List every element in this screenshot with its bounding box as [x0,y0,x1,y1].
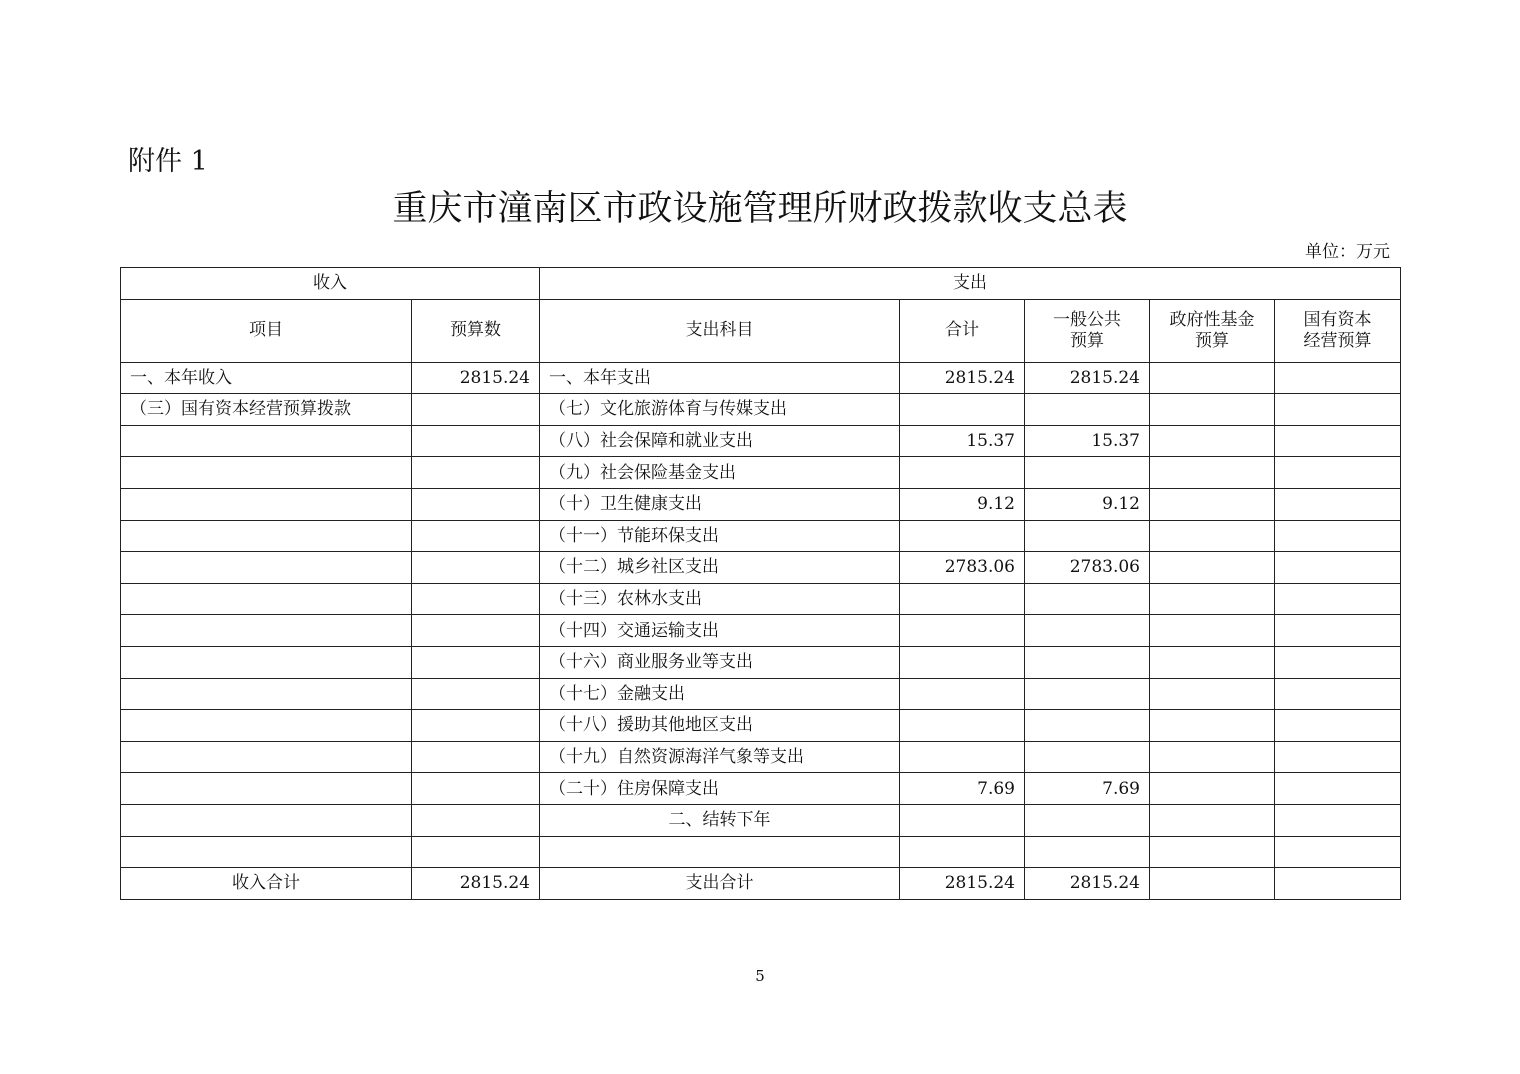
total-cell-expenditure-subject: 支出合计 [540,868,900,900]
table-row [121,394,1401,426]
cell-total [900,836,1025,868]
col-header-expenditure-subject: 支出科目 [540,299,900,362]
cell-income-budget [412,552,540,584]
cell-total [900,710,1025,742]
total-cell-general-public: 2815.24 [1025,868,1150,900]
cell-government-fund [1150,804,1275,836]
cell-expenditure-subject: （十三）农林水支出 [540,583,900,615]
cell-income-item [121,520,412,552]
cell-expenditure-subject: 二、结转下年 [540,804,900,836]
cell-expenditure-subject: （十八）援助其他地区支出 [540,710,900,742]
total-cell-state-capital [1275,868,1401,900]
cell-government-fund [1150,646,1275,678]
cell-income-item [121,741,412,773]
cell-income-item [121,710,412,742]
cell-income-item [121,488,412,520]
cell-expenditure-subject: 一、本年支出 [540,362,900,394]
cell-general-public [1025,741,1150,773]
cell-income-budget [412,678,540,710]
col-header-total: 合计 [900,299,1025,362]
cell-income-budget [412,457,540,489]
total-cell-income-item: 收入合计 [121,868,412,900]
cell-state-capital [1275,804,1401,836]
table-row [121,488,1401,520]
cell-income-budget [412,520,540,552]
cell-general-public [1025,615,1150,647]
cell-total: 15.37 [900,425,1025,457]
page-title: 重庆市潼南区市政设施管理所财政拨款收支总表 [392,189,1128,229]
total-cell-government-fund [1150,868,1275,900]
cell-income-item [121,836,412,868]
page-number: 5 [755,967,765,985]
cell-general-public [1025,678,1150,710]
cell-general-public: 2783.06 [1025,552,1150,584]
cell-government-fund [1150,552,1275,584]
table-row [121,362,1401,394]
cell-income-budget [412,615,540,647]
cell-government-fund [1150,583,1275,615]
table-row [121,773,1401,805]
cell-income-item [121,552,412,584]
cell-state-capital [1275,362,1401,394]
table-row [121,615,1401,647]
cell-income-item: 一、本年收入 [121,362,412,394]
column-header-row [121,299,1401,362]
income-group-header: 收入 [121,268,540,300]
cell-state-capital [1275,741,1401,773]
table-row [121,741,1401,773]
cell-state-capital [1275,425,1401,457]
cell-total [900,520,1025,552]
cell-total: 2815.24 [900,362,1025,394]
cell-government-fund [1150,710,1275,742]
cell-income-item [121,678,412,710]
cell-government-fund [1150,741,1275,773]
cell-income-item [121,804,412,836]
cell-state-capital [1275,615,1401,647]
cell-income-item [121,646,412,678]
cell-government-fund [1150,836,1275,868]
cell-state-capital [1275,678,1401,710]
cell-general-public [1025,394,1150,426]
cell-state-capital [1275,836,1401,868]
cell-expenditure-subject [540,836,900,868]
col-header-government-fund: 政府性基金 预算 [1150,299,1275,362]
cell-government-fund [1150,362,1275,394]
cell-income-budget [412,394,540,426]
cell-income-budget [412,646,540,678]
cell-income-budget [412,583,540,615]
cell-government-fund [1150,457,1275,489]
unit-label: 单位：万元 [1305,242,1390,262]
cell-income-item: （三）国有资本经营预算拨款 [121,394,412,426]
col-header-general-public: 一般公共 预算 [1025,299,1150,362]
cell-income-budget [412,741,540,773]
cell-total [900,615,1025,647]
cell-state-capital [1275,394,1401,426]
cell-total [900,457,1025,489]
attachment-label: 附件 1 [128,146,208,177]
cell-expenditure-subject: （八）社会保障和就业支出 [540,425,900,457]
cell-income-budget: 2815.24 [412,362,540,394]
cell-general-public [1025,520,1150,552]
cell-state-capital [1275,583,1401,615]
expenditure-group-header: 支出 [540,268,1401,300]
cell-general-public [1025,583,1150,615]
cell-state-capital [1275,710,1401,742]
cell-income-item [121,583,412,615]
cell-income-budget [412,425,540,457]
cell-total [900,741,1025,773]
cell-total [900,583,1025,615]
cell-total: 9.12 [900,488,1025,520]
cell-expenditure-subject: （十九）自然资源海洋气象等支出 [540,741,900,773]
cell-government-fund [1150,488,1275,520]
table-row [121,520,1401,552]
cell-general-public: 7.69 [1025,773,1150,805]
cell-government-fund [1150,425,1275,457]
cell-general-public [1025,457,1150,489]
cell-general-public: 9.12 [1025,488,1150,520]
cell-general-public [1025,710,1150,742]
cell-total: 2783.06 [900,552,1025,584]
totals-row [121,868,1401,900]
cell-government-fund [1150,520,1275,552]
group-header-row [121,268,1401,300]
table-row [121,678,1401,710]
cell-income-item [121,773,412,805]
cell-general-public [1025,836,1150,868]
table-row [121,457,1401,489]
table-row [121,583,1401,615]
cell-income-budget [412,804,540,836]
cell-income-budget [412,836,540,868]
table-row [121,552,1401,584]
col-header-income-budget: 预算数 [412,299,540,362]
cell-expenditure-subject: （十四）交通运输支出 [540,615,900,647]
cell-income-item [121,615,412,647]
cell-expenditure-subject: （十六）商业服务业等支出 [540,646,900,678]
cell-state-capital [1275,773,1401,805]
cell-income-item [121,457,412,489]
table-row [121,836,1401,868]
cell-general-public: 15.37 [1025,425,1150,457]
cell-expenditure-subject: （十二）城乡社区支出 [540,552,900,584]
cell-income-budget [412,488,540,520]
col-header-income-item: 项目 [121,299,412,362]
cell-government-fund [1150,394,1275,426]
cell-income-budget [412,710,540,742]
table-row [121,804,1401,836]
table-row [121,646,1401,678]
table-row [121,425,1401,457]
cell-state-capital [1275,457,1401,489]
cell-state-capital [1275,488,1401,520]
cell-state-capital [1275,520,1401,552]
cell-total [900,678,1025,710]
cell-government-fund [1150,678,1275,710]
cell-total: 7.69 [900,773,1025,805]
cell-state-capital [1275,552,1401,584]
cell-government-fund [1150,773,1275,805]
cell-total [900,646,1025,678]
cell-state-capital [1275,646,1401,678]
cell-income-budget [412,773,540,805]
cell-general-public [1025,646,1150,678]
budget-table [120,267,1401,900]
cell-expenditure-subject: （九）社会保险基金支出 [540,457,900,489]
cell-expenditure-subject: （七）文化旅游体育与传媒支出 [540,394,900,426]
cell-expenditure-subject: （十七）金融支出 [540,678,900,710]
total-cell-income-budget: 2815.24 [412,868,540,900]
total-cell-total: 2815.24 [900,868,1025,900]
cell-general-public [1025,804,1150,836]
cell-total [900,804,1025,836]
cell-total [900,394,1025,426]
cell-expenditure-subject: （二十）住房保障支出 [540,773,900,805]
cell-income-item [121,425,412,457]
cell-expenditure-subject: （十一）节能环保支出 [540,520,900,552]
col-header-state-capital: 国有资本 经营预算 [1275,299,1401,362]
cell-expenditure-subject: （十）卫生健康支出 [540,488,900,520]
cell-government-fund [1150,615,1275,647]
table-row [121,710,1401,742]
cell-general-public: 2815.24 [1025,362,1150,394]
